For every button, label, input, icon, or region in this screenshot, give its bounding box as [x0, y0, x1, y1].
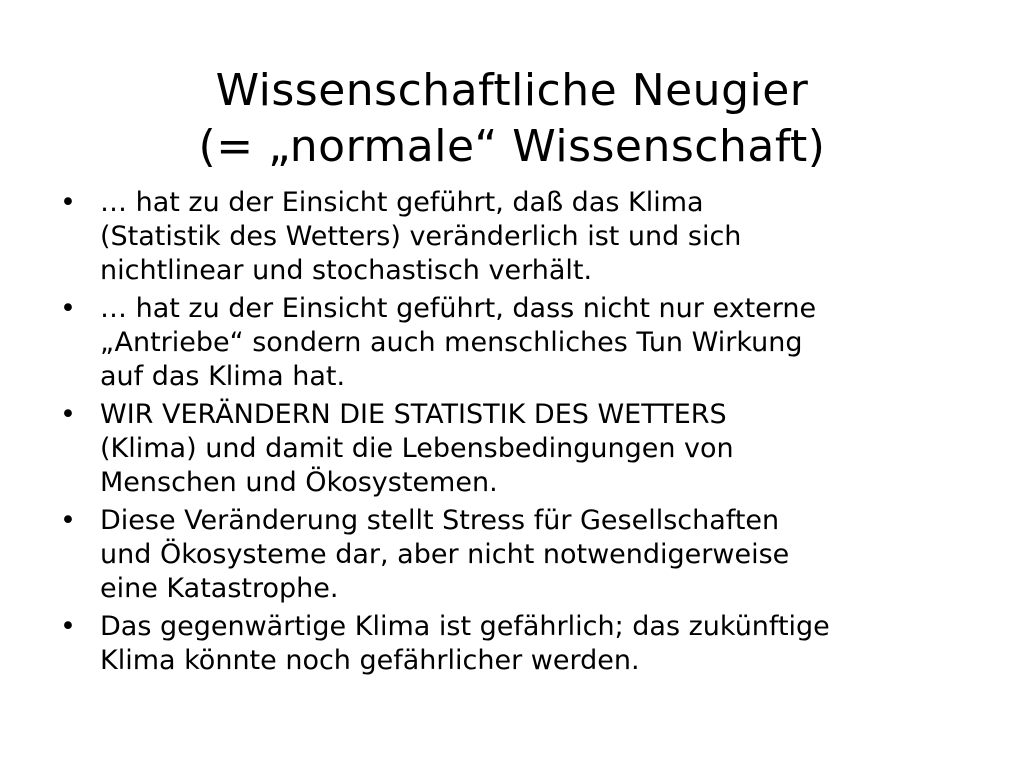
bullet-text-line: Das gegenwärtige Klima ist gefährlich; das zukünftige	[100, 611, 830, 642]
bullet-icon: •	[60, 505, 76, 536]
bullet-icon: •	[60, 611, 76, 642]
slide-title-line-2: (= „normale“ Wissenschaft)	[198, 121, 826, 173]
bullet-text-line: WIR VERÄNDERN DIE STATISTIK DES WETTERS	[100, 399, 727, 430]
slide-title	[0, 63, 1024, 175]
bullet-icon: •	[60, 187, 76, 218]
bullet-text-line: … hat zu der Einsicht geführt, dass nicht nur externe	[100, 293, 817, 324]
bullet-text-line: und Ökosysteme dar, aber nicht notwendigerweise	[100, 539, 790, 570]
bullet-text-line: Diese Veränderung stellt Stress für Gesellschaften	[100, 505, 780, 536]
bullet-text-line: eine Katastrophe.	[100, 573, 339, 604]
bullet-text-line: (Klima) und damit die Lebensbedingungen von	[100, 433, 734, 464]
bullet-item-4	[60, 504, 960, 606]
bullet-item-3	[60, 398, 960, 500]
bullet-text-line: Menschen und Ökosystemen.	[100, 467, 498, 498]
bullet-item-5	[60, 610, 960, 678]
bullet-item-2	[60, 292, 960, 394]
slide-title-line-1: Wissenschaftliche Neugier	[215, 65, 809, 117]
bullet-icon: •	[60, 399, 76, 430]
bullet-list	[60, 186, 960, 682]
bullet-text-line: Klima könnte noch gefährlicher werden.	[100, 645, 640, 676]
bullet-text-line: nichtlinear und stochastisch verhält.	[100, 255, 593, 286]
bullet-text-line: auf das Klima hat.	[100, 361, 346, 392]
bullet-item-1	[60, 186, 960, 288]
bullet-text-line: (Statistik des Wetters) veränderlich ist und sich	[100, 221, 742, 252]
bullet-text-line: „Antriebe“ sondern auch menschliches Tun Wirkung	[100, 327, 803, 358]
bullet-text-line: … hat zu der Einsicht geführt, daß das Klima	[100, 187, 704, 218]
bullet-icon: •	[60, 293, 76, 324]
